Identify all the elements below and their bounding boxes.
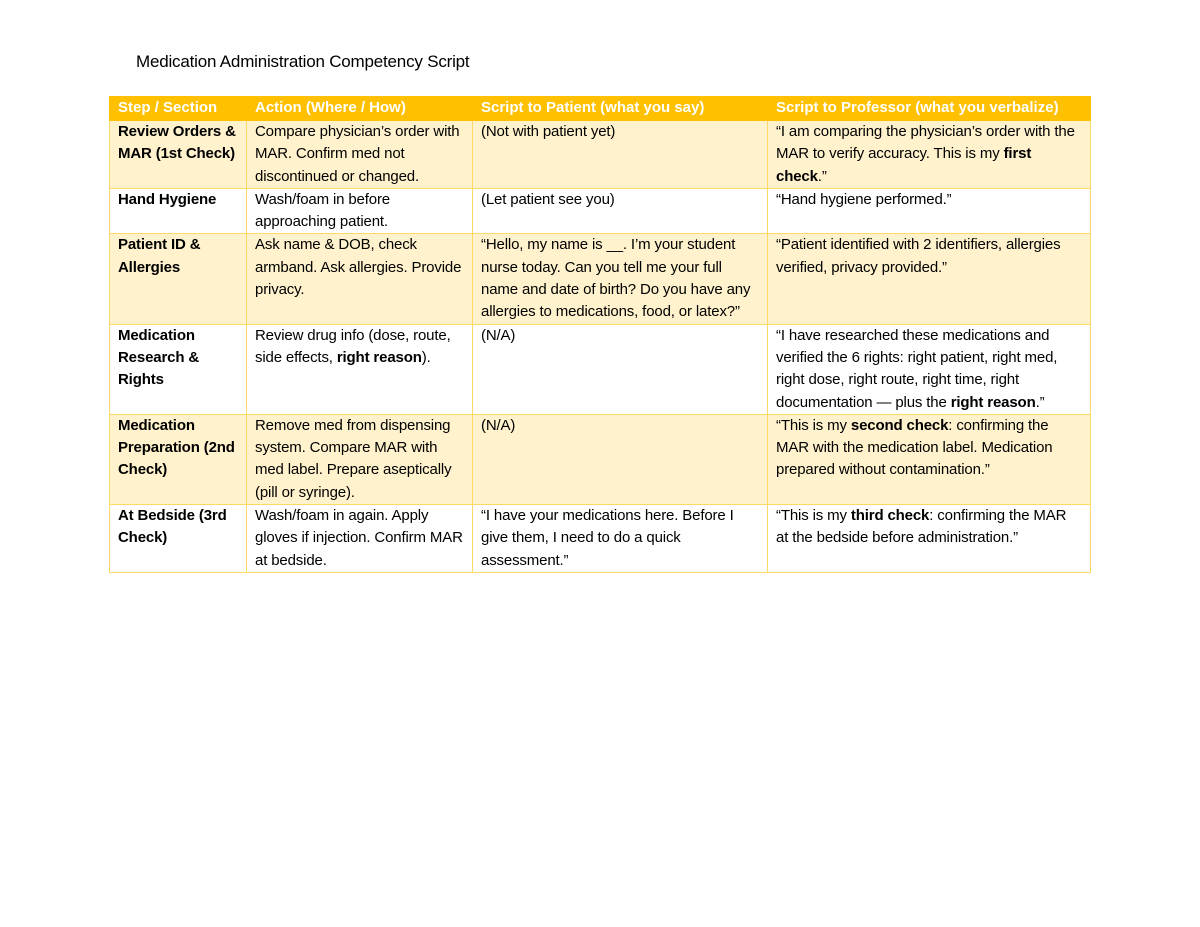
professor-text: “I have researched these medications and verified the 6 rights: right patient, right med, right dose, right route, right time, right documentation — plus the bbox=[776, 326, 1058, 411]
professor-text: .” bbox=[1035, 393, 1045, 411]
action-text: Review drug info (dose, route, side effects, bbox=[255, 326, 451, 366]
table-row bbox=[110, 121, 1091, 189]
professor-text: “This is my bbox=[776, 416, 851, 434]
table-row bbox=[110, 414, 1091, 504]
table-row bbox=[110, 324, 1091, 414]
professor-emphasis: second check bbox=[850, 416, 949, 434]
action-emphasis: right reason bbox=[336, 348, 422, 366]
table-row bbox=[110, 188, 1091, 234]
patient-script-cell: (Let patient see you) bbox=[473, 188, 768, 234]
step-cell: Hand Hygiene bbox=[110, 188, 247, 234]
action-cell: Ask name & DOB, check armband. Ask allergies. Provide privacy. bbox=[247, 234, 473, 324]
action-cell bbox=[247, 324, 473, 414]
table-row bbox=[110, 234, 1091, 324]
professor-script-cell bbox=[768, 324, 1091, 414]
professor-text: .” bbox=[817, 167, 827, 185]
action-cell: Wash/foam in again. Apply gloves if injection. Confirm MAR at bedside. bbox=[247, 505, 473, 573]
table-header-row bbox=[110, 97, 1091, 121]
action-cell: Remove med from dispensing system. Compare MAR with med label. Prepare aseptically (pill or syringe). bbox=[247, 414, 473, 504]
professor-emphasis: first check bbox=[776, 145, 1032, 185]
step-cell: Medication Research & Rights bbox=[110, 324, 247, 414]
patient-script-cell: (N/A) bbox=[473, 324, 768, 414]
header-action: Action (Where / How) bbox=[247, 97, 473, 121]
professor-text: “This is my bbox=[776, 507, 851, 525]
patient-script-cell: (Not with patient yet) bbox=[473, 121, 768, 189]
professor-text: : confirming the MAR with the medication label. Medication prepared without contamination.” bbox=[776, 416, 1053, 479]
header-step-section: Step / Section bbox=[110, 97, 247, 121]
professor-text: “I am comparing the physician’s order with the MAR to verify accuracy. This is my bbox=[776, 123, 1075, 163]
action-text: ). bbox=[421, 348, 431, 366]
step-cell: Medication Preparation (2nd Check) bbox=[110, 414, 247, 504]
patient-script-cell: (N/A) bbox=[473, 414, 768, 504]
professor-script-cell: “Patient identified with 2 identifiers, allergies verified, privacy provided.” bbox=[768, 234, 1091, 324]
patient-script-cell: “I have your medications here. Before I give them, I need to do a quick assessment.” bbox=[473, 505, 768, 573]
professor-emphasis: third check bbox=[850, 507, 930, 525]
action-cell: Wash/foam in before approaching patient. bbox=[247, 188, 473, 234]
step-cell: Patient ID & Allergies bbox=[110, 234, 247, 324]
header-script-to-professor: Script to Professor (what you verbalize) bbox=[768, 97, 1091, 121]
action-cell: Compare physician’s order with MAR. Confirm med not discontinued or changed. bbox=[247, 121, 473, 189]
patient-script-cell: “Hello, my name is __. I’m your student nurse today. Can you tell me your full name and date of birth? Do you have any allergies to medications, food, or latex?” bbox=[473, 234, 768, 324]
step-cell: Review Orders & MAR (1st Check) bbox=[110, 121, 247, 189]
professor-script-cell bbox=[768, 505, 1091, 573]
professor-script-cell: “Hand hygiene performed.” bbox=[768, 188, 1091, 234]
professor-text: : confirming the MAR at the bedside before administration.” bbox=[776, 507, 1067, 547]
header-script-to-patient: Script to Patient (what you say) bbox=[473, 97, 768, 121]
document-title: Medication Administration Competency Script bbox=[136, 52, 470, 71]
competency-table bbox=[109, 96, 1091, 573]
step-cell: At Bedside (3rd Check) bbox=[110, 505, 247, 573]
professor-script-cell bbox=[768, 414, 1091, 504]
professor-emphasis: right reason bbox=[950, 393, 1036, 411]
table-row bbox=[110, 505, 1091, 573]
professor-script-cell bbox=[768, 121, 1091, 189]
